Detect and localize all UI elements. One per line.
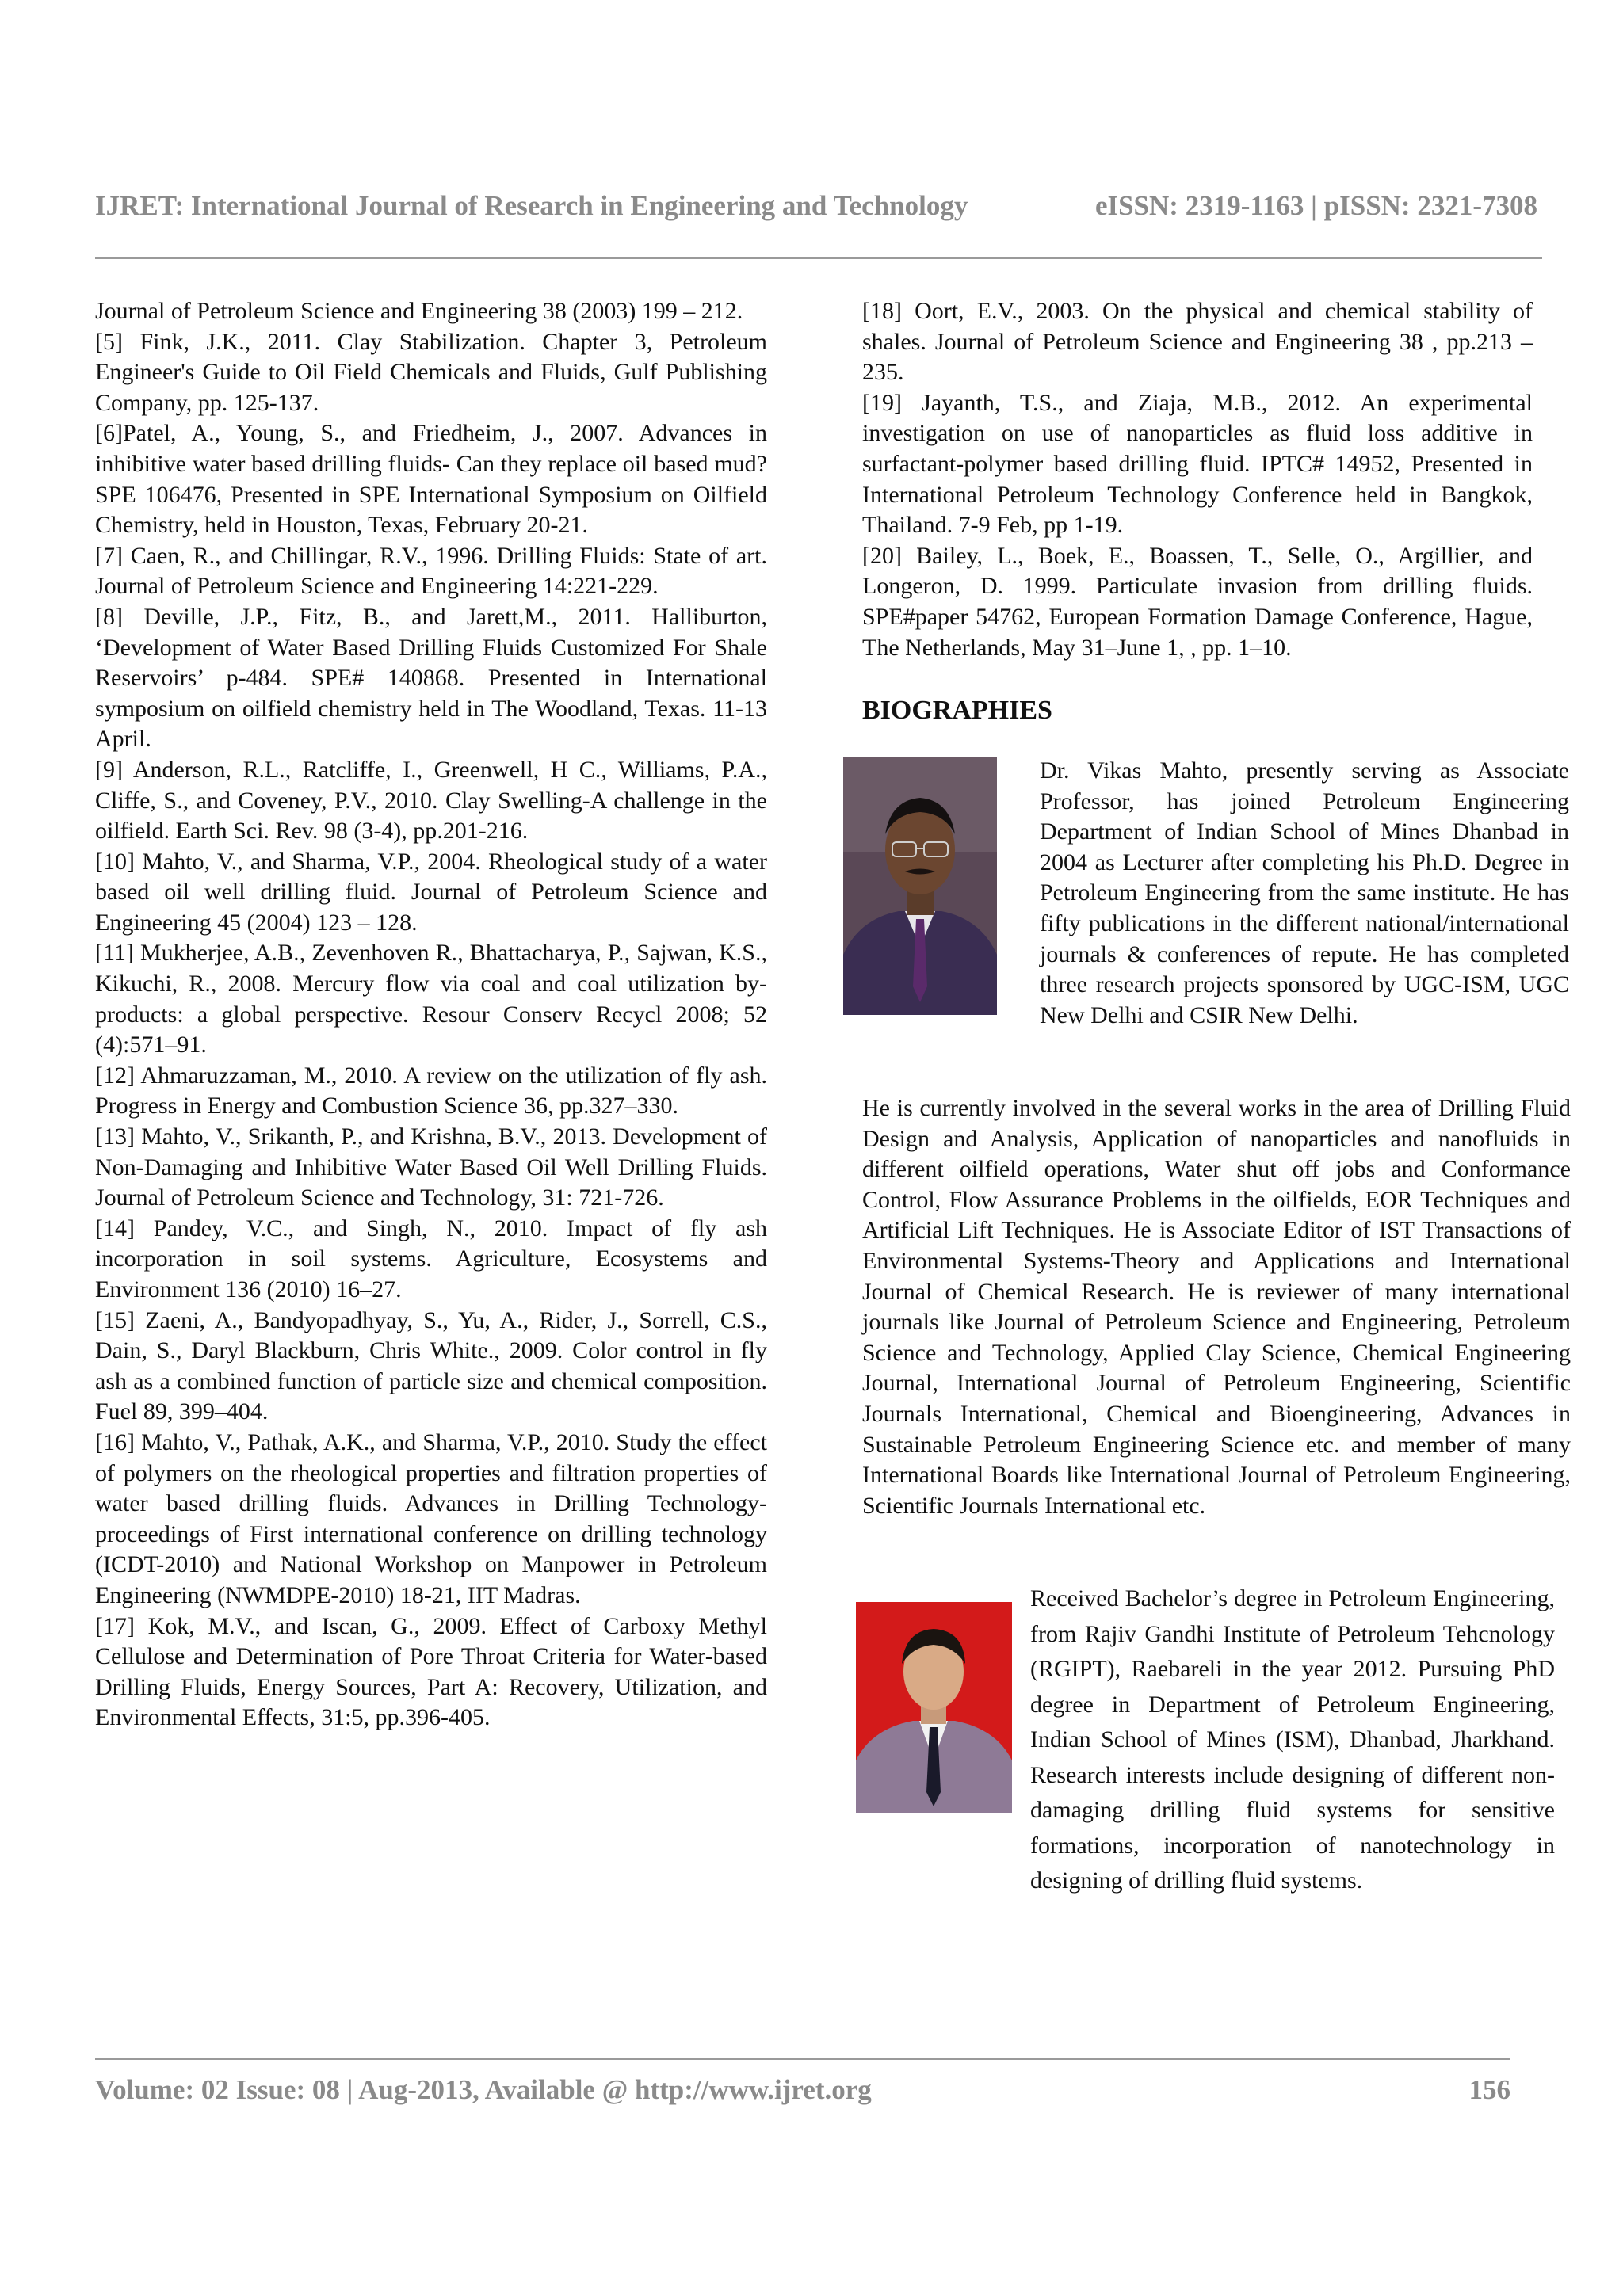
running-header bbox=[95, 190, 1537, 222]
footer-rule bbox=[95, 2058, 1510, 2060]
bio-vikas-mahto-intro: Dr. Vikas Mahto, presently serving as Associate Professor, has joined Petroleum Engineering Department of Indian School of Mines Dhanbad in 2004 as Lecturer after completing his Ph.D. Degree in Petroleum Engineering from the same institute. He has fifty publications in the different national/international journals & conferences of repute. He has completed three research projects sponsored by UGC-ISM, UGC New Delhi and CSIR New Delhi. bbox=[1040, 757, 1569, 1028]
bio-vikas-mahto-continued: He is currently involved in the several works in the area of Drilling Fluid Design and Analysis, Application of nanoparticles and nanofluids in different oilfield operations, Water shut off jobs and Conformance Control, Flow Assurance Problems in the oilfields, EOR Techniques and Artificial Lift Techniques. He is Associate Editor of IST Transactions of Environmental Systems-Theory and Applications and International Journal of Chemical Research. He is reviewer of many international journals like Journal of Petroleum Science and Engineering, Petroleum Science and Technology, Applied Clay Science, Chemical Engineering Journal, International Journal of Petroleum Engineering, Scientific Journals International, Chemical and Bioengineering, Advances in Sustainable Petroleum Engineering Science etc. and member of many International Boards like International Journal of Petroleum Engineering, Scientific Journals International etc. bbox=[862, 1095, 1571, 1519]
issn-info: eISSN: 2319-1163 | pISSN: 2321-7308 bbox=[1094, 190, 1537, 221]
reference-item: [11] Mukherjee, A.B., Zevenhoven R., Bhattacharya, P., Sajwan, K.S., Kikuchi, R., 2008. Mercury flow via coal and coal utilization by-products: a global perspective. Resour Conserv Recycl 2008; 52 (4):571–91. bbox=[95, 940, 767, 1058]
reference-item: [15] Zaeni, A., Bandyopadhyay, S., Yu, A., Rider, J., Sorrell, C.S., Dain, S., Daryl Blackburn, Chris White., 2009. Color control in fly ash as a combined function of particle size and chemical composition. Fuel 89, 399–404. bbox=[95, 1306, 767, 1425]
biographies-heading: BIOGRAPHIES bbox=[862, 696, 1052, 725]
reference-item: [16] Mahto, V., Pathak, A.K., and Sharma, V.P., 2010. Study the effect of polymers on the rheological properties and filtration properties of water based drilling fluids. Advances in Drilling Technology-proceedings of First international conference on drilling technology (ICDT-2010) and National Workshop on Manpower in Petroleum Engineering (NWMDPE-2010) 18-21, IIT Madras. bbox=[95, 1428, 767, 1608]
reference-item: [8] Deville, J.P., Fitz, B., and Jarett,M., 2011. Halliburton, ‘Development of Water Based Drilling Fluids Customized For Shale Reservoirs’ p-484. SPE# 140868. Presented in International symposium on oilfield chemistry held in The Woodland, Texas. 11-13 April. bbox=[95, 603, 767, 753]
reference-item: [14] Pandey, V.C., and Singh, N., 2010. Impact of fly ash incorporation in soil systems. Agriculture, Ecosystems and Environment 136 (2010) 16–27. bbox=[95, 1215, 767, 1302]
reference-item: [10] Mahto, V., and Sharma, V.P., 2004. Rheological study of a water based oil well drilling fluid. Journal of Petroleum Science and Engineering 45 (2004) 123 – 128. bbox=[95, 848, 767, 936]
running-footer bbox=[95, 2074, 1510, 2106]
page-number: 156 bbox=[1468, 2074, 1510, 2105]
reference-item: [19] Jayanth, T.S., and Ziaja, M.B., 2012. An experimental investigation on use of nanoparticles as fluid loss additive in surfactant-polymer based drilling fluid. IPTC# 14952, Presented in International Petroleum Technology Conference held in Bangkok, Thailand. 7-9 Feb, pp 1-19. bbox=[862, 389, 1533, 539]
volume-info: Volume: 02 Issue: 08 | Aug-2013, Available @ http://www.ijret.org bbox=[95, 2074, 872, 2105]
reference-item: [9] Anderson, R.L., Ratcliffe, I., Greenwell, H C., Williams, P.A., Cliffe, S., and Coveney, P.V., 2010. Clay Swelling-A challenge in the oilfield. Earth Sci. Rev. 98 (3-4), pp.201-216. bbox=[95, 756, 767, 845]
reference-item: [18] Oort, E.V., 2003. On the physical and chemical stability of shales. Journal of Petroleum Science and Engineering 38 , pp.213 – 235. bbox=[862, 298, 1533, 386]
reference-item: [6]Patel, A., Young, S., and Friedheim, J., 2007. Advances in inhibitive water based drilling fluids- Can they replace oil based mud? SPE 106476, Presented in SPE International Symposium on Oilfield Chemistry, held in Houston, Texas, February 20-21. bbox=[95, 420, 767, 539]
bio-second-author: Received Bachelor’s degree in Petroleum Engineering, from Rajiv Gandhi Institute of Petroleum Tehcnology (RGIPT), Raebareli in the year 2012. Pursuing PhD degree in Department of Petroleum Engineering, Indian School of Mines (ISM), Dhanbad, Jharkhand. Research interests include designing of different non-damaging drilling fluid systems for sensitive formations, incorporation of nanotechnology in designing of drilling fluid systems. bbox=[1030, 1585, 1555, 1894]
references-right-column bbox=[862, 296, 1533, 663]
journal-title: IJRET: International Journal of Research in Engineering and Technology bbox=[95, 190, 968, 221]
author-photo-vikas-mahto bbox=[843, 757, 997, 1015]
author-photo-second-author bbox=[856, 1602, 1012, 1813]
reference-item: [13] Mahto, V., Srikanth, P., and Krishna, B.V., 2013. Development of Non-Damaging and Inhibitive Water Based Oil Well Drilling Fluids. Journal of Petroleum Science and Technology, 31: 721-726. bbox=[95, 1123, 767, 1211]
references-left-column bbox=[95, 296, 767, 1733]
reference-item: [20] Bailey, L., Boek, E., Boassen, T., Selle, O., Argillier, and Longeron, D. 1999. Particulate invasion from drilling fluids. SPE#paper 54762, European Formation Damage Conference, Hague, The Netherlands, May 31–June 1, , pp. 1–10. bbox=[862, 542, 1533, 661]
reference-item: [17] Kok, M.V., and Iscan, G., 2009. Effect of Carboxy Methyl Cellulose and Determination of Pore Throat Criteria for Water-based Drilling Fluids, Energy Sources, Part A: Recovery, Utilization, and Environmental Effects, 31:5, pp.396-405. bbox=[95, 1612, 767, 1731]
reference-item: [5] Fink, J.K., 2011. Clay Stabilization. Chapter 3, Petroleum Engineer's Guide to Oil Field Chemicals and Fluids, Gulf Publishing Company, pp. 125-137. bbox=[95, 328, 767, 416]
reference-item: [12] Ahmaruzzaman, M., 2010. A review on the utilization of fly ash. Progress in Energy and Combustion Science 36, pp.327–330. bbox=[95, 1062, 767, 1119]
reference-item: [7] Caen, R., and Chillingar, R.V., 1996. Drilling Fluids: State of art. Journal of Petroleum Science and Engineering 14:221-229. bbox=[95, 542, 767, 600]
header-rule bbox=[95, 257, 1542, 259]
reference-item: Journal of Petroleum Science and Engineering 38 (2003) 199 – 212. bbox=[95, 298, 743, 324]
